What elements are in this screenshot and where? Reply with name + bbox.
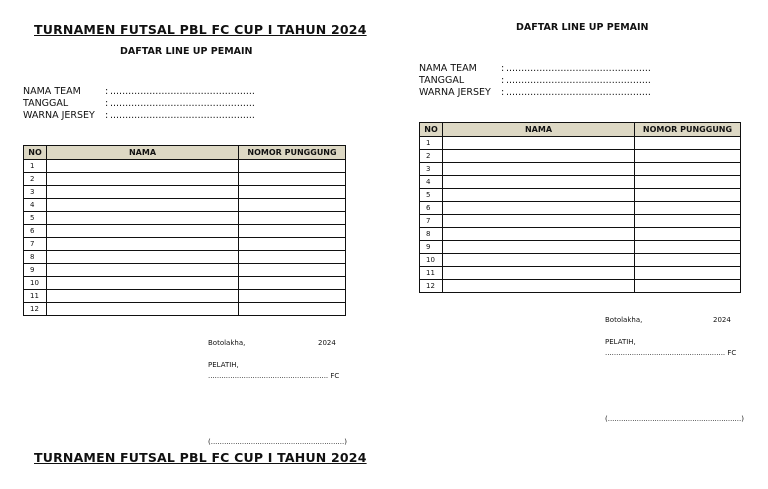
lineup-subtitle: DAFTAR LINE UP PEMAIN [120,46,253,57]
table-row [24,212,346,225]
player-name-cell[interactable] [443,176,635,189]
table-row [24,160,346,173]
row-number: 4 [420,176,443,189]
row-number: 3 [420,163,443,176]
field-label: NAMA TEAM [23,86,81,97]
row-number: 11 [24,290,47,303]
table-row [420,241,741,254]
team-name-field: NAMA TEAM : ................................................ [419,63,651,74]
jersey-number-cell[interactable] [239,303,346,316]
player-name-cell[interactable] [443,150,635,163]
table-row [420,150,741,163]
column-header-number: NOMOR PUNGGUNG [635,123,741,137]
player-name-cell[interactable] [443,202,635,215]
row-number: 4 [24,199,47,212]
row-number: 8 [420,228,443,241]
table-row [420,137,741,150]
row-number: 6 [420,202,443,215]
lineup-subtitle-right: DAFTAR LINE UP PEMAIN [516,22,649,33]
team-info-block-right [419,63,651,99]
jersey-number-cell[interactable] [635,280,741,293]
coach-label-right: PELATIH, [605,338,636,346]
table-row [24,225,346,238]
jersey-number-cell[interactable] [635,215,741,228]
table-header-row [24,146,346,160]
row-number: 7 [24,238,47,251]
table-row [24,173,346,186]
jersey-number-cell[interactable] [635,176,741,189]
jersey-number-cell[interactable] [635,241,741,254]
field-label: TANGGAL [419,75,465,86]
jersey-color-field: WARNA JERSEY : ................................................ [23,110,255,121]
signing-year-right: 2024 [713,316,731,324]
jersey-number-cell[interactable] [635,189,741,202]
signature-line-right: (............................................................) [605,415,744,423]
player-name-cell[interactable] [47,199,239,212]
jersey-number-cell[interactable] [239,199,346,212]
jersey-number-cell[interactable] [239,264,346,277]
column-header-number: NOMOR PUNGGUNG [239,146,346,160]
player-name-cell[interactable] [443,254,635,267]
player-name-cell[interactable] [47,173,239,186]
lineup-table-right [419,122,741,293]
player-name-cell[interactable] [47,251,239,264]
table-row [24,238,346,251]
table-row [420,176,741,189]
signing-year: 2024 [318,339,336,347]
column-header-name: NAMA [47,146,239,160]
table-row [420,202,741,215]
player-name-cell[interactable] [47,212,239,225]
row-number: 8 [24,251,47,264]
row-number: 1 [24,160,47,173]
player-name-cell[interactable] [47,238,239,251]
table-row [420,215,741,228]
jersey-number-cell[interactable] [635,150,741,163]
table-header-row [420,123,741,137]
player-name-cell[interactable] [47,290,239,303]
field-label: TANGGAL [23,98,69,109]
row-number: 5 [420,189,443,202]
jersey-number-cell[interactable] [239,186,346,199]
player-name-cell[interactable] [443,163,635,176]
table-row [420,163,741,176]
field-label: WARNA JERSEY [23,110,95,121]
row-number: 2 [24,173,47,186]
column-header-no: NO [420,123,443,137]
player-name-cell[interactable] [47,160,239,173]
player-name-cell[interactable] [443,267,635,280]
row-number: 5 [24,212,47,225]
table-row [24,277,346,290]
jersey-number-cell[interactable] [635,254,741,267]
row-number: 12 [24,303,47,316]
table-row [420,228,741,241]
row-number: 9 [24,264,47,277]
jersey-number-cell[interactable] [239,251,346,264]
row-number: 12 [420,280,443,293]
table-row [24,251,346,264]
coach-team-line: ...................................................... FC [208,372,340,380]
jersey-number-cell[interactable] [239,238,346,251]
date-field: TANGGAL : ................................................ [419,75,651,86]
field-label: WARNA JERSEY [419,87,491,98]
player-name-cell[interactable] [443,280,635,293]
row-number: 2 [420,150,443,163]
jersey-number-cell[interactable] [239,212,346,225]
row-number: 10 [420,254,443,267]
field-label: NAMA TEAM [419,63,477,74]
jersey-number-cell[interactable] [635,163,741,176]
table-row [420,267,741,280]
player-name-cell[interactable] [47,186,239,199]
table-row [24,303,346,316]
table-row [420,254,741,267]
column-header-no: NO [24,146,47,160]
team-info-block [23,86,255,122]
player-name-cell[interactable] [443,137,635,150]
jersey-number-cell[interactable] [239,290,346,303]
player-name-cell[interactable] [443,215,635,228]
table-row [24,290,346,303]
signing-place-right: Botolakha, [605,316,643,324]
jersey-number-cell[interactable] [635,228,741,241]
table-row [420,189,741,202]
player-name-cell[interactable] [47,225,239,238]
table-row [420,280,741,293]
jersey-number-cell[interactable] [239,225,346,238]
table-row [24,199,346,212]
coach-label: PELATIH, [208,361,239,369]
player-name-cell[interactable] [47,277,239,290]
player-name-cell[interactable] [443,241,635,254]
row-number: 11 [420,267,443,280]
player-name-cell[interactable] [443,228,635,241]
jersey-number-cell[interactable] [239,173,346,186]
tournament-title: TURNAMEN FUTSAL PBL FC CUP I TAHUN 2024 [34,22,367,37]
row-number: 1 [420,137,443,150]
signature-line: (............................................................) [208,438,347,446]
jersey-number-cell[interactable] [239,277,346,290]
row-number: 3 [24,186,47,199]
team-name-field: NAMA TEAM : ................................................ [23,86,255,97]
table-row [24,186,346,199]
column-header-name: NAMA [443,123,635,137]
lineup-table [23,145,346,316]
date-field: TANGGAL : ................................................ [23,98,255,109]
table-row [24,264,346,277]
player-name-cell[interactable] [47,303,239,316]
jersey-color-field: WARNA JERSEY : ................................................ [419,87,651,98]
player-name-cell[interactable] [47,264,239,277]
jersey-number-cell[interactable] [635,137,741,150]
coach-team-line-right: ...................................................... FC [605,349,737,357]
row-number: 6 [24,225,47,238]
row-number: 9 [420,241,443,254]
row-number: 7 [420,215,443,228]
signing-place: Botolakha, [208,339,246,347]
jersey-number-cell[interactable] [239,160,346,173]
jersey-number-cell[interactable] [635,202,741,215]
player-name-cell[interactable] [443,189,635,202]
footer-tournament-title: TURNAMEN FUTSAL PBL FC CUP I TAHUN 2024 [34,450,367,465]
jersey-number-cell[interactable] [635,267,741,280]
row-number: 10 [24,277,47,290]
